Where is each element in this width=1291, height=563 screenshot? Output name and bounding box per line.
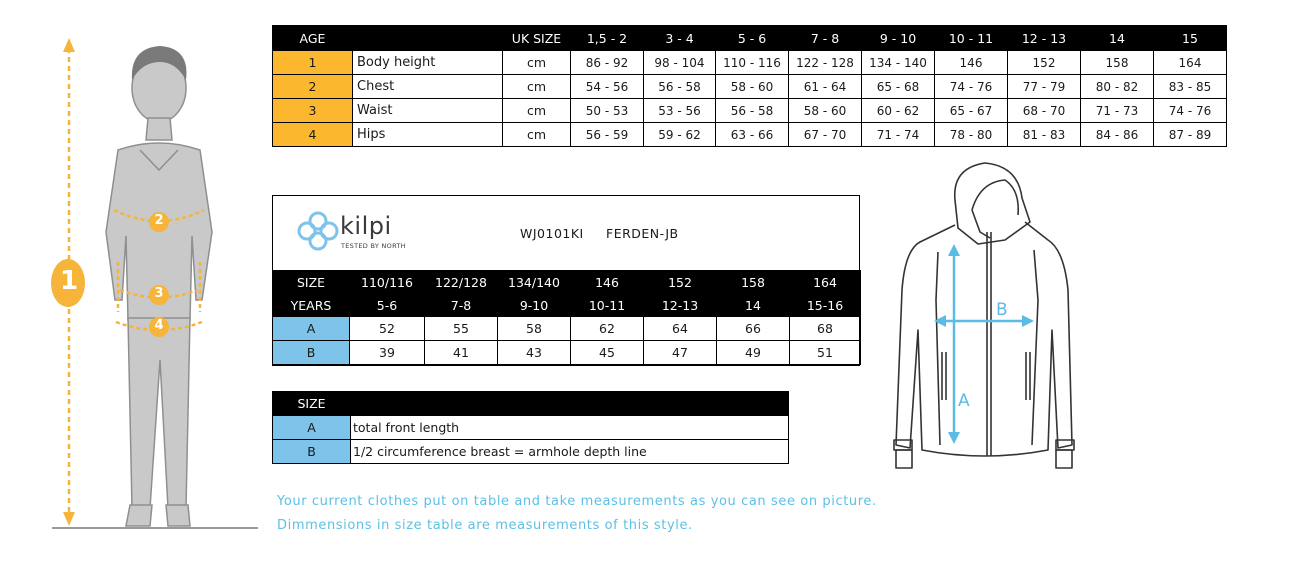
legend-size-label: SIZE xyxy=(273,392,351,416)
cell: 62 xyxy=(571,317,644,341)
row-unit: cm xyxy=(503,99,571,123)
header-age-col: 7 - 8 xyxy=(789,26,862,51)
cell: 63 - 66 xyxy=(716,123,789,147)
legend-table xyxy=(272,391,789,464)
row-label: Body height xyxy=(353,51,503,75)
jacket-label-a: A xyxy=(958,391,970,411)
cell: 80 - 82 xyxy=(1081,75,1154,99)
marker-1-label: 1 xyxy=(59,266,79,296)
years-cell: 9-10 xyxy=(498,294,571,317)
row-unit: cm xyxy=(503,123,571,147)
size-table xyxy=(272,25,1227,147)
cell: 56 - 58 xyxy=(716,99,789,123)
cell: 98 - 104 xyxy=(644,51,716,75)
table-row xyxy=(273,341,861,365)
size-cell: 110/116 xyxy=(350,271,425,294)
row-number: 2 xyxy=(273,75,353,99)
table-row xyxy=(273,75,1227,99)
size-label: SIZE xyxy=(273,271,350,294)
cell: 84 - 86 xyxy=(1081,123,1154,147)
cell: 65 - 67 xyxy=(935,99,1008,123)
row-label: Hips xyxy=(353,123,503,147)
style-code: WJ0101KI xyxy=(520,226,584,241)
cell: 49 xyxy=(717,341,790,365)
marker-4-label: 4 xyxy=(154,318,164,333)
cell: 61 - 64 xyxy=(789,75,862,99)
cell: 65 - 68 xyxy=(862,75,935,99)
style-size-table xyxy=(272,270,861,365)
marker-2-label: 2 xyxy=(154,213,164,228)
header-spacer xyxy=(643,392,716,416)
header-spacer xyxy=(497,392,570,416)
row-key: B xyxy=(273,440,351,464)
cell: 55 xyxy=(425,317,498,341)
cell: 41 xyxy=(425,341,498,365)
header-age-col: 12 - 13 xyxy=(1008,26,1081,51)
row-unit: cm xyxy=(503,75,571,99)
cell: 66 xyxy=(717,317,790,341)
instruction-note: Your current clothes put on table and take measurements as you can see on picture. xyxy=(277,494,877,509)
size-cell: 134/140 xyxy=(498,271,571,294)
cell: 146 xyxy=(935,51,1008,75)
row-key: B xyxy=(273,341,350,365)
jacket-label-b: B xyxy=(996,300,1008,320)
header-age-col: 15 xyxy=(1154,26,1227,51)
row-description: total front length xyxy=(351,416,789,440)
header-age-col: 1,5 - 2 xyxy=(571,26,644,51)
years-cell: 7-8 xyxy=(425,294,498,317)
instruction-note: Dimmensions in size table are measurements of this style. xyxy=(277,518,693,533)
cell: 152 xyxy=(1008,51,1081,75)
cell: 86 - 92 xyxy=(571,51,644,75)
cell: 51 xyxy=(790,341,861,365)
header-spacer xyxy=(351,392,424,416)
cell: 47 xyxy=(644,341,717,365)
row-number: 4 xyxy=(273,123,353,147)
brand-logo xyxy=(290,208,430,258)
table-row xyxy=(273,416,789,440)
header-spacer xyxy=(570,392,643,416)
cell: 87 - 89 xyxy=(1154,123,1227,147)
cell: 78 - 80 xyxy=(935,123,1008,147)
table-row xyxy=(273,440,789,464)
cell: 71 - 73 xyxy=(1081,99,1154,123)
years-cell: 5-6 xyxy=(350,294,425,317)
header-uk-size: UK SIZE xyxy=(503,26,571,51)
row-label: Waist xyxy=(353,99,503,123)
cell: 45 xyxy=(571,341,644,365)
cell: 68 - 70 xyxy=(1008,99,1081,123)
cell: 83 - 85 xyxy=(1154,75,1227,99)
table-row xyxy=(273,51,1227,75)
header-age-col: 10 - 11 xyxy=(935,26,1008,51)
cell: 134 - 140 xyxy=(862,51,935,75)
years-row xyxy=(273,294,861,317)
years-label: YEARS xyxy=(273,294,350,317)
cell: 53 - 56 xyxy=(644,99,716,123)
header-age-col: 5 - 6 xyxy=(716,26,789,51)
cell: 71 - 74 xyxy=(862,123,935,147)
cell: 77 - 79 xyxy=(1008,75,1081,99)
cell: 39 xyxy=(350,341,425,365)
style-name: FERDEN-JB xyxy=(606,226,679,241)
header-age-col: 14 xyxy=(1081,26,1154,51)
cell: 81 - 83 xyxy=(1008,123,1081,147)
header-age-col: 9 - 10 xyxy=(862,26,935,51)
size-row xyxy=(273,271,861,294)
size-cell: 152 xyxy=(644,271,717,294)
header-age: AGE xyxy=(273,26,353,51)
row-key: A xyxy=(273,317,350,341)
jacket-diagram xyxy=(885,160,1085,475)
cell: 56 - 59 xyxy=(571,123,644,147)
header-blank xyxy=(353,26,503,51)
cell: 68 xyxy=(790,317,861,341)
table-row xyxy=(273,123,1227,147)
row-number: 1 xyxy=(273,51,353,75)
row-number: 3 xyxy=(273,99,353,123)
cell: 67 - 70 xyxy=(789,123,862,147)
years-cell: 10-11 xyxy=(571,294,644,317)
row-description: 1/2 circumference breast = armhole depth line xyxy=(351,440,789,464)
brand-name: kilpi xyxy=(340,212,392,240)
cell: 110 - 116 xyxy=(716,51,789,75)
cell: 58 - 60 xyxy=(789,99,862,123)
cell: 74 - 76 xyxy=(1154,99,1227,123)
cell: 58 - 60 xyxy=(716,75,789,99)
cell: 43 xyxy=(498,341,571,365)
size-cell: 146 xyxy=(571,271,644,294)
cell: 164 xyxy=(1154,51,1227,75)
years-cell: 12-13 xyxy=(644,294,717,317)
row-unit: cm xyxy=(503,51,571,75)
row-key: A xyxy=(273,416,351,440)
cell: 64 xyxy=(644,317,717,341)
years-cell: 14 xyxy=(717,294,790,317)
brand-tagline: TESTED BY NORTH xyxy=(341,242,406,250)
header-spacer xyxy=(424,392,497,416)
cell: 122 - 128 xyxy=(789,51,862,75)
size-cell: 158 xyxy=(717,271,790,294)
cell: 60 - 62 xyxy=(862,99,935,123)
cell: 50 - 53 xyxy=(571,99,644,123)
size-cell: 164 xyxy=(790,271,861,294)
table-row xyxy=(273,317,861,341)
header-spacer xyxy=(716,392,789,416)
cell: 54 - 56 xyxy=(571,75,644,99)
cell: 59 - 62 xyxy=(644,123,716,147)
table-row xyxy=(273,99,1227,123)
legend-header xyxy=(273,392,789,416)
cell: 52 xyxy=(350,317,425,341)
years-cell: 15-16 xyxy=(790,294,861,317)
cell: 58 xyxy=(498,317,571,341)
cell: 56 - 58 xyxy=(644,75,716,99)
header-age-col: 3 - 4 xyxy=(644,26,716,51)
row-label: Chest xyxy=(353,75,503,99)
knot-icon xyxy=(290,208,346,254)
size-cell: 122/128 xyxy=(425,271,498,294)
cell: 74 - 76 xyxy=(935,75,1008,99)
marker-3-label: 3 xyxy=(154,286,164,301)
cell: 158 xyxy=(1081,51,1154,75)
